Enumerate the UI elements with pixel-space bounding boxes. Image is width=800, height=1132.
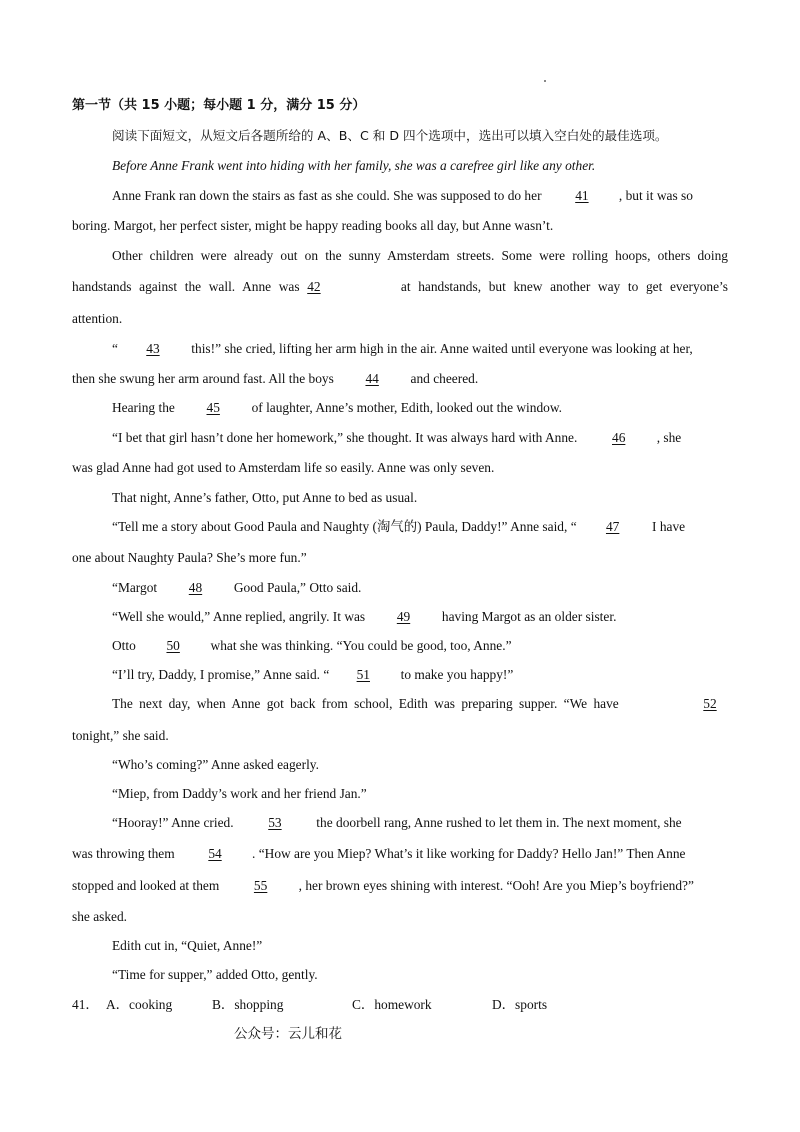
text-segment: “Margot [112, 580, 158, 595]
passage-line: she asked. [72, 909, 128, 924]
passage-line: one about Naughty Paula? She’s more fun.” [72, 550, 307, 565]
question-number: 41． [72, 997, 99, 1012]
passage-line [72, 370, 478, 388]
text-segment: “I bet that girl hasn’t done her homework,” she thought. It was always hard with Anne. [112, 430, 578, 445]
blank-51: 51 [356, 667, 370, 682]
text-segment: Hearing the [112, 400, 175, 415]
text-segment: the doorbell rang, Anne rushed to let them in. The next moment, she [316, 815, 682, 830]
passage-line [112, 666, 513, 684]
text-segment: then she swung her arm around fast. All the boys [72, 371, 334, 386]
blank-43: 43 [146, 341, 160, 356]
passage-line [112, 814, 682, 832]
blank-55: 55 [253, 878, 268, 893]
scan-speck [544, 80, 546, 82]
text-segment: Anne Frank ran down the stairs as fast as she could. She was supposed to do her [112, 188, 542, 203]
passage-line: That night, Anne’s father, Otto, put Anne to bed as usual. [112, 490, 418, 505]
passage-line: boring. Margot, her perfect sister, might be happy reading books all day, but Anne wasn’t. [72, 218, 554, 233]
instructions: 阅读下面短文，从短文后各题所给的 A、B、C 和 D 四个选项中，选出可以填入空白处的最佳选项。 [112, 128, 668, 143]
question-41 [72, 996, 547, 1014]
passage-line: tonight,” she said. [72, 728, 169, 743]
text-segment: Otto [112, 638, 136, 653]
text-segment: Good Paula,” Otto said. [233, 580, 362, 595]
option-c[interactable]: C．homework [352, 997, 432, 1012]
passage-line [112, 518, 685, 536]
text-segment: at handstands, but knew another way to get everyone’s [400, 279, 728, 294]
passage-line: Edith cut in, “Quiet, Anne!” [112, 938, 263, 953]
text-segment: “Well she would,” Anne replied, angrily. It was [112, 609, 366, 624]
option-a[interactable]: A．cooking [106, 997, 173, 1012]
text-segment: this!” she cried, lifting her arm high in the air. Anne waited until everyone was looking at her, [187, 341, 693, 356]
text-segment: , she [656, 430, 682, 445]
passage-line: Other children were already out on the sunny Amsterdam streets. Some were rolling hoops, others doing [112, 248, 728, 263]
text-segment: having Margot as an older sister. [441, 609, 617, 624]
text-segment: stopped and looked at them [72, 878, 220, 893]
passage-line [112, 608, 616, 626]
passage-line [112, 187, 693, 205]
option-b[interactable]: B．shopping [212, 997, 284, 1012]
passage-line [72, 278, 728, 296]
passage-line [112, 429, 681, 447]
intro-sentence: Before Anne Frank went into hiding with her family, she was a carefree girl like any other. [112, 158, 596, 173]
passage-line [72, 845, 685, 863]
blank-53: 53 [268, 815, 282, 830]
blank-41: 41 [575, 188, 589, 203]
watermark-text: 公众号：云儿和花 [234, 1026, 342, 1042]
blank-42: 42 [307, 279, 321, 294]
passage-line: attention. [72, 311, 123, 326]
passage-line: “Who’s coming?” Anne asked eagerly. [112, 757, 319, 772]
blank-50: 50 [166, 638, 180, 653]
option-d[interactable]: D．sports [492, 997, 548, 1012]
section-heading: 第一节（共 15 小题；每小题 1 分，满分 15 分） [72, 98, 366, 113]
text-segment: The next day, when Anne got back from school, Edith was preparing supper. “We have [112, 696, 619, 711]
text-segment: what she was thinking. “You could be good, too, Anne.” [210, 638, 512, 653]
passage-line: “Miep, from Daddy’s work and her friend Jan.” [112, 786, 367, 801]
passage-line [112, 399, 562, 417]
blank-52: 52 [703, 696, 717, 711]
blank-46: 46 [612, 430, 626, 445]
text-segment: , her brown eyes shining with interest. “Ooh! Are you Miep’s boyfriend?” [298, 878, 694, 893]
passage-line: was glad Anne had got used to Amsterdam life so easily. Anne was only seven. [72, 460, 495, 475]
passage-line [112, 579, 361, 597]
blank-48: 48 [188, 580, 203, 595]
blank-49: 49 [396, 609, 411, 624]
text-segment: I have [652, 519, 686, 534]
blank-47: 47 [605, 519, 620, 534]
text-segment: “Tell me a story about Good Paula and Naughty (淘气的) Paula, Daddy!” Anne said, “ [112, 519, 577, 534]
text-segment: and cheered. [410, 371, 479, 386]
blank-45: 45 [206, 400, 220, 415]
text-segment: of laughter, Anne’s mother, Edith, looked out the window. [251, 400, 563, 415]
passage-line [72, 877, 694, 895]
blank-44: 44 [365, 371, 379, 386]
passage-line [112, 340, 693, 358]
text-segment: handstands against the wall. Anne was [72, 279, 300, 294]
passage-line [112, 695, 752, 713]
passage-line: “Time for supper,” added Otto, gently. [112, 967, 318, 982]
text-segment: “Hooray!” Anne cried. [112, 815, 234, 830]
text-segment: , but it was so [618, 188, 693, 203]
text-segment: . “How are you Miep? What’s it like working for Daddy? Hello Jan!” Then Anne [252, 846, 686, 861]
text-segment: “ [112, 341, 118, 356]
text-segment: “I’ll try, Daddy, I promise,” Anne said. “ [112, 667, 330, 682]
text-segment: to make you happy!” [400, 667, 514, 682]
passage-line [112, 637, 512, 655]
text-segment: was throwing them [72, 846, 175, 861]
blank-54: 54 [208, 846, 222, 861]
